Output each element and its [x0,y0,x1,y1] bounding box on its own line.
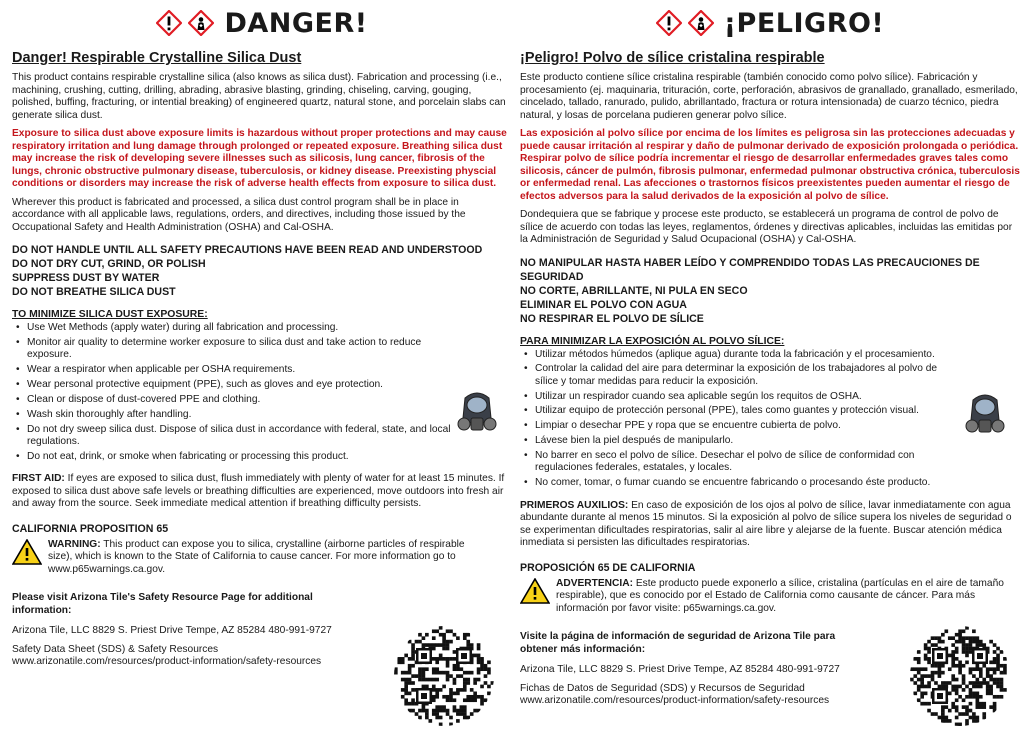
prop65-warning [520,578,1020,616]
exclamation-pictogram-icon [156,10,182,36]
precaution-line: DO NOT DRY CUT, GRIND, OR POLISH [12,258,206,270]
list-item: • Do not eat, drink, or smoke when fabricating or processing this product. [12,451,452,463]
visit-heading: Visite la página de información de seguridad de Arizona Tile para obtener más información: [520,631,836,655]
intro-paragraph: This product contains respirable crystalline silica (also knows as silica dust). Fabrication and processing (i.e., machining, crushing, cutting, drilling, abrading, abrasive blasting, grinding, chiseling, carving, gouging, polished, buffing, fracturing, or intential breaking) of engineered quartz, natural stone, and porcelain slabs can generate silica dust. [12,72,506,121]
danger-header [12,0,512,46]
list-item: • Do not dry sweep silica dust. Dispose of silica dust in accordance with federal, state, and local regulations. [12,424,452,449]
warning-label: ADVERTENCIA: [556,577,633,589]
warning-triangle-icon [12,539,42,565]
respirator-mask-icon [965,390,1005,440]
list-item: • Wash skin thoroughly after handling. [12,409,452,421]
sds-link[interactable]: www.arizonatile.com/resources/product-information/safety-resources [520,695,830,707]
company-address: Arizona Tile, LLC 8829 S. Priest Drive Tempe, AZ 85284 480-991-9727 [12,625,332,637]
precaution-list [520,256,1020,326]
precaution-list [12,243,512,299]
program-paragraph: Dondequiera que se fabrique y procese este producto, se establecerá un programa de control de polvo de sílice de acuerdo con todas las leyes, reglamentos, órdenes y directivas aplicables, incluidas las emitidas por la Administración de Seguridad y Salud Ocupacional (OSHA) y Cal-OSHA. [520,209,1013,245]
warning-triangle-icon [520,578,550,604]
program-paragraph: Wherever this product is fabricated and processed, a silica dust control program shall be in place in accordance with all applicable laws, regulations, orders, and directives, including those issued by the Occupational Safety and Health Administration (OSHA) and Cal-OSHA. [12,196,466,233]
respirator-mask-icon [457,388,497,438]
warning-text: Este producto puede exponerlo a sílice, cristalina (partículas en el aire de tamaño respirable), que es conocido por el Estado de California como causante de cáncer. Para más información por favor visite: p65warnings.ca.gov. [556,577,1004,614]
sds-line: Safety Data Sheet (SDS) & Safety Resources [12,643,219,655]
danger-header [520,0,1020,46]
section-title: ¡Peligro! Polvo de sílice cristalina respirable [520,50,825,66]
first-aid-label: FIRST AID: [12,473,65,485]
danger-heading: ¡PELIGRO! [723,7,885,39]
precaution-line: DO NOT BREATHE SILICA DUST [12,286,176,298]
list-item: • Limpiar o desechar PPE y ropa que se encuentre cubierta de polvo. [520,420,960,432]
list-item: • Utilizar métodos húmedos (aplique agua) durante toda la fabricación y el procesamiento. [520,349,960,361]
list-item: • No comer, tomar, o fumar cuando se encuentre fabricando o procesando éste producto. [520,477,960,489]
first-aid-paragraph [12,473,512,511]
spanish-column [520,0,1020,742]
prop65-text [48,539,488,577]
list-item: • No barrer en seco el polvo de sílice. Desechar el polvo de sílice de conformidad con regulaciones federales, estatales, y locales. [520,450,960,475]
hazard-paragraph: Las exposición al polvo sílice por encima de los límites es peligrosa sin las protecciones adecuadas y puede causar irritación al respirar y daño de pulmonar derivado de exposición prolongada o periódica. Respirar polvo de sílice podría incrementar el riesgo de desarrollar enfermedades graves tales como silicosis, cáncer de pulmón, fibrosis pulmonar, enfermedad pulmonar obstructiva crónica, tuberculosis or enfermedad renal. Las afecciones o trastornos físicos preexistentes pueden aumentar el riesgo de efectos adversos para la salud derivados de la exposición al polvo de sílice. [520,128,1020,202]
precaution-line: ELIMINAR EL POLVO CON AGUA [520,298,687,311]
minimize-list [520,349,960,490]
prop65-text [556,578,1006,616]
first-aid-text: En caso de exposición de los ojos al polvo de sílice, lavar inmediatamente con agua abundante durante al menos 15 minutos. Si la exposición al polvo de sílice supera los niveles de seguridad o se experimentan dificultades respiratorias, salir al aire libre y alejarse de la fuente. Buscar atención médica inmediata si persisten las dificultades respiratorias. [520,499,1012,549]
list-item: • Utilizar equipo de protección personal (PPE), tales como guantes y protección visual. [520,405,960,417]
warning-label: WARNING: [48,538,101,550]
minimize-heading: PARA MINIMIZAR LA EXPOSICIÓN AL POLVO SÍLICE: [520,335,785,347]
warning-text: This product can expose you to silica, crystalline (airborne particles of respirable size), which is known to the State of California to cause cancer. For more information go to www.p65warnings.ca.gov. [48,538,465,575]
minimize-list [12,322,452,463]
list-item: • Clean or dispose of dust-covered PPE and clothing. [12,394,452,406]
list-item: • Controlar la calidad del aire para determinar la exposición de los trabajadores al polvo de sílice y tomar medidas para reducir la exposición. [520,363,960,388]
qr-code[interactable] [910,626,1010,726]
precaution-line: NO MANIPULAR HASTA HABER LEÍDO Y COMPRENDIDO TODAS LAS PRECAUCIONES DE SEGURIDAD [520,256,980,283]
health-hazard-pictogram-icon [688,10,714,36]
list-item: • Monitor air quality to determine worker exposure to silica dust and take action to reduce exposure. [12,337,452,362]
list-item: • Use Wet Methods (apply water) during all fabrication and processing. [12,322,452,334]
sds-line: Fichas de Datos de Seguridad (SDS) y Recursos de Seguridad [520,682,805,694]
first-aid-text: If eyes are exposed to silica dust, flush immediately with plenty of water for at least 15 minutes. If exposed to silica dust above safe levels or breathing difficulties are experienced, move outdoors into fresh air and away from the source. Seek immediate medical attention if breathing difficulty persists. [12,473,505,510]
precaution-line: NO CORTE, ABRILLANTE, NI PULA EN SECO [520,284,748,297]
first-aid-paragraph [520,500,1020,550]
section-title: Danger! Respirable Crystalline Silica Dust [12,50,302,66]
exclamation-pictogram-icon [656,10,682,36]
list-item: • Lávese bien la piel después de manipularlo. [520,435,960,447]
hazard-paragraph: Exposure to silica dust above exposure limits is hazardous without proper protections and may cause respiratory irritation and lung damage through prolonged or repeated exposure. Breathing silica dust may increase the risk of developing severe illnesses such as silicosis, lung cancer, fibrosis of the lungs, chronic obstructive pulmonary disease, tuberculosis, or kidney disease. Preexisting physcial conditions or disorders may increase the risk of adverse health effects from exposure to silica dust. [12,128,507,189]
prop65-heading: CALIFORNIA PROPOSITION 65 [12,522,169,535]
precaution-line: NO RESPIRAR EL POLVO DE SÍLICE [520,312,704,325]
health-hazard-pictogram-icon [188,10,214,36]
prop65-warning [12,539,512,577]
first-aid-label: PRIMEROS AUXILIOS: [520,499,629,511]
intro-paragraph: Este producto contiene sílice cristalina respirable (también conocido como polvo sílice). Fabricación y procesamiento (ej. maquinaria, trituración, corte, perforación, abrasivos de granallado, granallado, esmerilado, cincelado, tallado, ranurado, pulido, abrillantado, fractura or rotura intensionada) de cuarzo técnico, piedra natural, y losas de porcelana pudieren generar polvo sílice. [520,72,1018,121]
list-item: • Wear a respirator when applicable per OSHA requirements. [12,364,452,376]
visit-heading: Please visit Arizona Tile's Safety Resource Page for additional information: [12,592,313,616]
prop65-heading: PROPOSICIÓN 65 DE CALIFORNIA [520,561,696,574]
english-column [12,0,512,742]
sds-link[interactable]: www.arizonatile.com/resources/product-information/safety-resources [12,656,322,668]
list-item: • Wear personal protective equipment (PPE), such as gloves and eye protection. [12,379,452,391]
precaution-line: DO NOT HANDLE UNTIL ALL SAFETY PRECAUTIONS HAVE BEEN READ AND UNDERSTOOD [12,244,483,256]
company-address: Arizona Tile, LLC 8829 S. Priest Drive Tempe, AZ 85284 480-991-9727 [520,664,840,676]
minimize-heading: TO MINIMIZE SILICA DUST EXPOSURE: [12,309,208,320]
list-item: • Utilizar un respirador cuando sea aplicable según los requitos de OSHA. [520,391,960,403]
precaution-line: SUPPRESS DUST BY WATER [12,272,160,284]
danger-heading: DANGER! [224,7,368,39]
qr-code[interactable] [394,626,494,726]
